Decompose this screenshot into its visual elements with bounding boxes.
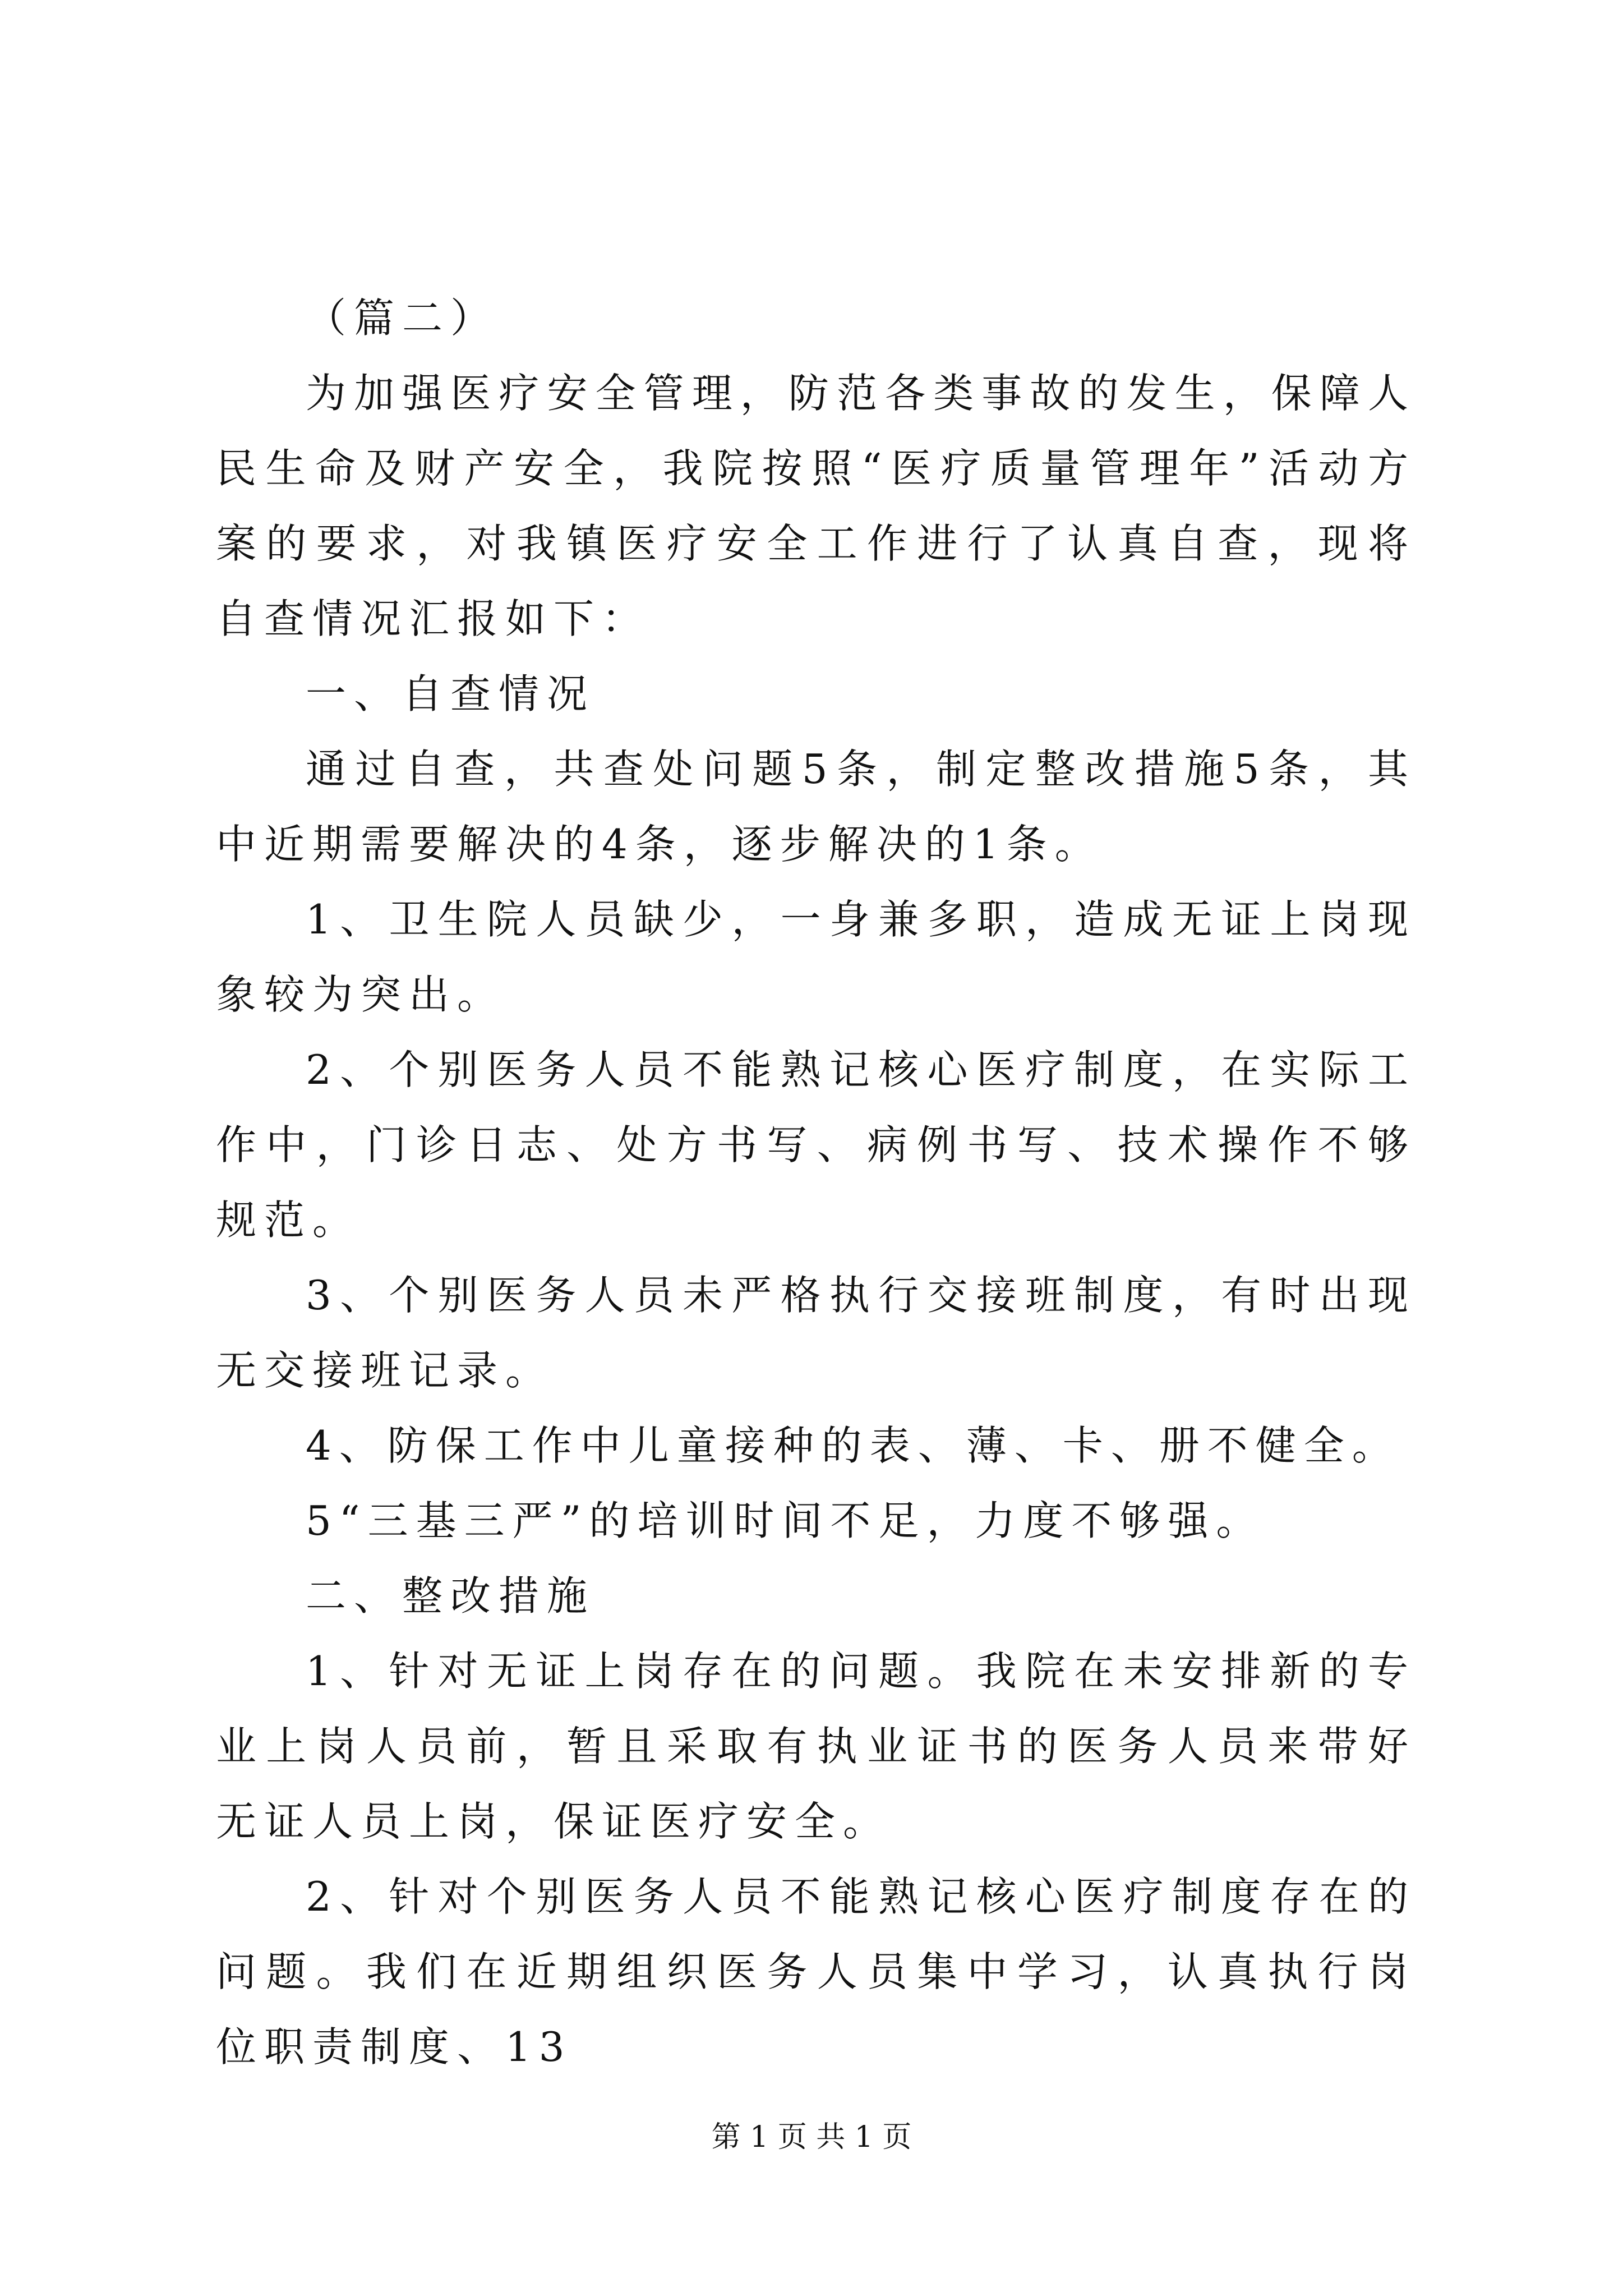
measure-item: 2、针对个别医务人员不能熟记核心医疗制度存在的问题。我们在近期组织医务人员集中学习，认真执行岗位职责制度、13 [216, 1873, 1416, 2070]
document-body [216, 280, 1416, 2085]
measure-item: 1、针对无证上岗存在的问题。我院在未安排新的专业上岗人员前，暂且采取有执业证书的医务人员来带好无证人员上岗，保证医疗安全。 [216, 1648, 1416, 1845]
page-footer [0, 2118, 1623, 2157]
heading-measures: 二、整改措施 [306, 1572, 596, 1619]
issue-item: 3、个别医务人员未严格执行交接班制度，有时出现无交接班记录。 [216, 1272, 1416, 1394]
issue-item: 2、个别医务人员不能熟记核心医疗制度，在实际工作中，门诊日志、处方书写、病例书写、技术操作不够规范。 [216, 1046, 1416, 1244]
intro-paragraph: 为加强医疗安全管理，防范各类事故的发生，保障人民生命及财产安全，我院按照“医疗质量管理年”活动方案的要求，对我镇医疗安全工作进行了认真自查，现将自查情况汇报如下： [216, 370, 1416, 642]
summary-paragraph: 通过自查，共查处问题5条，制定整改措施5条，其中近期需要解决的4条，逐步解决的1条。 [216, 746, 1416, 868]
page-number: 第 1 页 共 1 页 [711, 2120, 912, 2154]
heading-self-inspection: 一、自查情况 [306, 670, 596, 717]
section-label: （篇二） [306, 295, 499, 342]
issue-item: 4、防保工作中儿童接种的表、薄、卡、册不健全。 [306, 1422, 1400, 1469]
issue-item: 1、卫生院人员缺少，一身兼多职，造成无证上岗现象较为突出。 [216, 896, 1416, 1018]
issue-item: 5“三基三严”的培训时间不足，力度不够强。 [306, 1497, 1265, 1544]
